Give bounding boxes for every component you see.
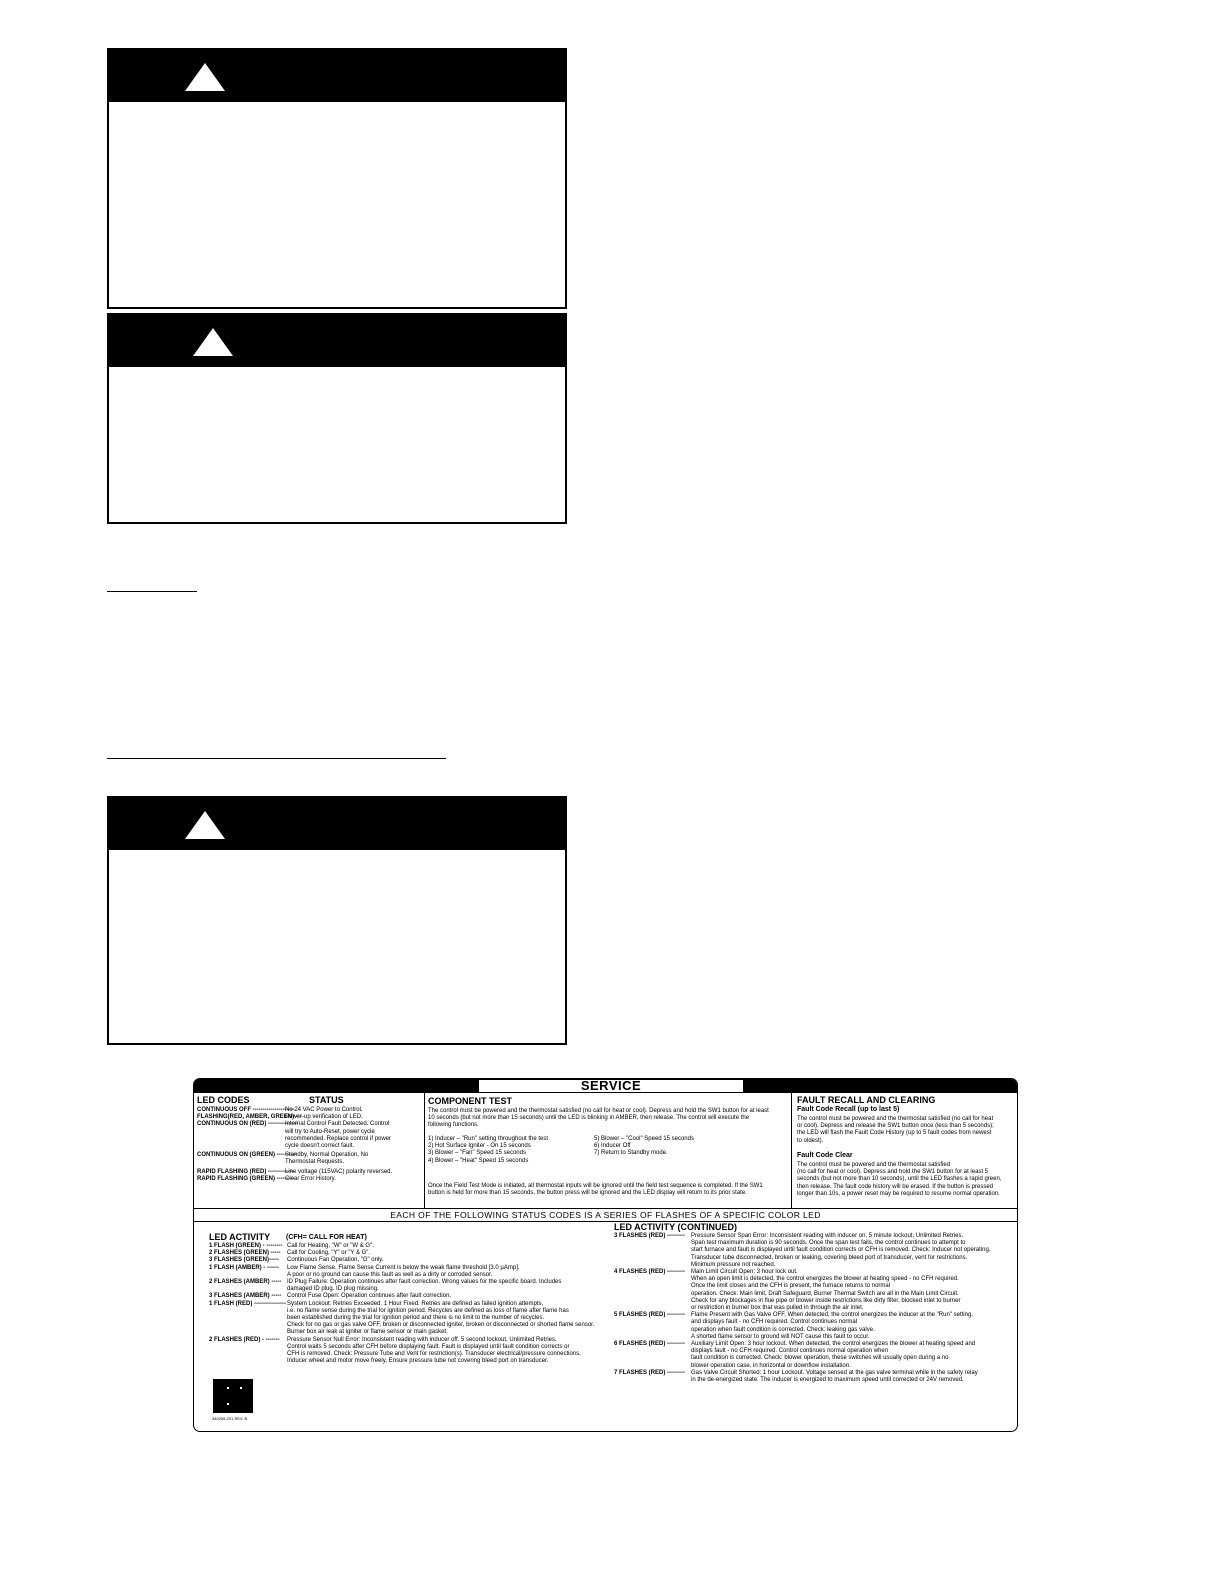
led-code-description: or restriction in burner box that was pulled in through the air inlet. [691, 1305, 864, 1311]
section-divider [194, 1221, 1017, 1222]
led-code-description: Control Fuse Open: Operation continues after fault correction. [287, 1293, 452, 1300]
led-code-description: operation when fault condition is corrected. Check: leaking gas valve. [691, 1326, 875, 1333]
led-code-label: FLASHING(RED, AMBER, GREEN) --- [197, 1114, 302, 1121]
fault-recall-heading: FAULT RECALL AND CLEARING [797, 1095, 936, 1105]
led-code-description: Span test maximum duration is 90 seconds. Once the span test fails, the control continues to attempt to [691, 1240, 966, 1247]
component-test-intro-line: 10 seconds (but not more than 15 seconds) until the LED is blinking in AMBER, then release. The control will execute the [428, 1115, 750, 1122]
fault-recall-line: the LED will flash the Fault Code History (up to 5 fault codes from newest [797, 1130, 992, 1137]
led-code-description: Call for Cooling, "Y" or "Y & G". [287, 1250, 371, 1257]
led-code-description: Control waits 5 seconds after CFH before displaying fault. Fault is displayed until fault condition corrects or [287, 1343, 570, 1350]
led-code-label: 7 FLASHES (RED) --------- [614, 1369, 685, 1376]
led-code-description: Flame Present with Gas Valve OFF, When detected, the control energizes the inducer at the "Run" setting, [691, 1312, 973, 1319]
status-heading: STATUS [309, 1095, 344, 1105]
led-code-label: CONTINUOUS ON (GREEN) ---------- [197, 1152, 297, 1159]
warning-box-2 [107, 313, 567, 524]
warning-box-3 [107, 796, 567, 1045]
warning-header [109, 315, 565, 367]
component-test-intro-line: The control must be powered and the thermostat satisfied (no call for heat or cool). Depress and hold the SW1 button for at least [428, 1108, 769, 1114]
led-code-description: will try to Auto-Reset, power cycle [285, 1128, 375, 1135]
led-code-label: 4 FLASHES (RED) --------- [614, 1269, 685, 1275]
warning-triangle-icon [193, 328, 233, 356]
led-activity-subheading: (CFH= CALL FOR HEAT) [286, 1234, 367, 1241]
component-test-step: 1) Inducer – "Run" setting throughout the test [428, 1136, 548, 1142]
led-code-description: Transducer tube disconnected, broken or leaking, covering bleed port of transducer, vent for restrictions. [691, 1254, 968, 1261]
led-code-description: in the de-energized state. The inducer is energized to maximum speed until corrected or 24V removed. [691, 1377, 964, 1383]
fault-clear-line: then release. The fault code history will be erased. If the button is pressed [797, 1183, 994, 1190]
led-code-description: displays fault - no CFH required. Control continues normal operation when [691, 1348, 889, 1355]
heading-underline-long [107, 758, 446, 759]
led-code-label: 3 FLASHES (RED) --------- [614, 1233, 685, 1239]
led-code-description: Minimum pressure not reached. [691, 1261, 776, 1268]
led-codes-heading: LED CODES [197, 1095, 250, 1105]
warning-header [109, 50, 565, 102]
warning-header [109, 798, 565, 850]
component-test-step: 2) Hot Surface Igniter - On 15 seconds [428, 1143, 531, 1150]
column-divider [424, 1093, 425, 1208]
fault-clear-line: longer than 10s, a power reset may be required to resume normal operation. [797, 1190, 1000, 1197]
led-code-description: cycle doesn't correct fault. [285, 1143, 355, 1149]
led-code-description: Once the limit closes and the CFH is present, the furnace returns to normal [691, 1283, 891, 1290]
led-code-description: A shorted flame sensor to ground will NOT cause this fault to occur. [691, 1333, 870, 1340]
led-code-label: 3 FLASHES (AMBER) ----- [209, 1293, 282, 1300]
led-code-description: Gas Valve Circuit Shorted: 1 hour Lockout. Voltage sensed at the gas valve terminal while in the safety relay [691, 1369, 978, 1376]
fault-recall-line: to oldest). [797, 1137, 824, 1144]
led-code-description: Burner box air leak at igniter or flame sensor or main gasket. [287, 1329, 448, 1336]
component-test-step: 7) Return to Standby mode. [594, 1150, 668, 1157]
led-code-description: CFH is removed. Check: Pressure Tube and Vent for restriction(s). Transducer electrical/pressure connections, [287, 1351, 581, 1357]
component-test-step: 4) Blower – "Heat" Speed 15 seconds [428, 1157, 529, 1164]
led-code-description: i.e. no flame sense during the trial for ignition period. Recycles are defined as loss of flame after flame has [287, 1307, 569, 1314]
led-code-description: Clear Error History. [285, 1175, 336, 1182]
fault-recall-line: The control must be powered and the thermostat satisfied (no call for heat [797, 1116, 994, 1122]
status-codes-banner: EACH OF THE FOLLOWING STATUS CODES IS A SERIES OF FLASHES OF A SPECIFIC COLOR LED [390, 1210, 821, 1220]
component-test-step: 5) Blower – "Cool" Speed 15 seconds [594, 1136, 694, 1142]
led-code-description: No 24 VAC Power to Control. [285, 1107, 363, 1113]
fault-clear-line: (no call for heat or cool). Depress and hold the SW1 button for at least 5 [797, 1169, 989, 1176]
led-code-description: Line voltage (115VAC) polarity reversed. [285, 1168, 393, 1175]
led-code-label: 1 FLASH (AMBER) - ------ [209, 1264, 279, 1271]
component-test-heading: COMPONENT TEST [428, 1096, 513, 1106]
led-code-description: operation. Check: Main limit, Draft Safeguard, Burner Thermal Switch are all in the Main Limit Circuit. [691, 1290, 959, 1297]
led-code-description: Power-up verification of LED. [285, 1114, 363, 1121]
led-code-label: 2 FLASHES (GREEN) ----- [209, 1250, 281, 1257]
component-test-step: 3) Blower – "Fan" Speed 15 seconds [428, 1150, 526, 1157]
qr-code [213, 1379, 253, 1413]
component-test-intro-line: following functions. [428, 1122, 479, 1129]
led-code-description: been established during the trial for ignition period and there is no limit to the number of recycles. [287, 1315, 545, 1321]
warning-box-1 [107, 48, 567, 309]
led-code-description: When an open limit is detected, the control energizes the blower at heating speed - no CFH required. [691, 1276, 959, 1283]
led-code-label: CONTINUOUS ON (RED) --------------- [197, 1121, 298, 1128]
led-activity-heading: LED ACTIVITY [209, 1232, 271, 1242]
led-code-description: start furnace and fault is displayed until fault condition corrects or CFH is removed. Check: Inducer not operating. [691, 1247, 991, 1254]
led-code-description: Check for no gas or gas valve OFF, broken or disconnected igniter, broken or disconnected or shorted flame sensor. [287, 1322, 595, 1329]
led-code-description: fault condition is corrected. Check: blower operation, these switches will usually open during a no [691, 1355, 949, 1362]
led-code-description: Low Flame Sense. Flame Sense Current is below the weak flame threshold [3.0 µAmp]. [287, 1264, 520, 1271]
warning-triangle-icon [185, 811, 225, 839]
led-code-description: recommended. Replace control if power [285, 1135, 392, 1142]
component-test-outro-line: Once the Field Test Mode is initiated, all thermostat inputs will be ignored until the field test sequence is completed. If the SW1 [428, 1183, 763, 1189]
led-code-description: blower operation case, in horizontal or downflow installation. [691, 1362, 851, 1369]
led-code-label: RAPID FLASHING (GREEN) --------- [197, 1175, 295, 1182]
service-label [193, 1078, 1018, 1432]
led-code-description: ID Plug Failure: Operation continues after fault correction. Wrong values for the specific board. Includes [287, 1279, 562, 1285]
led-code-label: 2 FLASHES (RED) - ------- [209, 1336, 280, 1343]
led-code-description: Thermostat Requests. [285, 1159, 345, 1166]
led-code-description: Standby, Normal Operation, No [285, 1152, 369, 1159]
led-code-label: 6 FLASHES (RED) --------- [614, 1341, 685, 1347]
led-code-description: System Lockout: Retries Exceeded. 1 Hour Fixed. Retries are defined as failed ignition attempts, [287, 1300, 544, 1307]
component-test-step: 6) Inducer Off [594, 1143, 631, 1150]
led-code-label: 1 FLASH (RED) ---------------- [209, 1300, 286, 1307]
led-code-description: Inducer wheel and motor move freely, Ensure pressure tube not covering bleed port on transducer. [287, 1358, 549, 1365]
led-code-label: 5 FLASHES (RED) --------- [614, 1312, 685, 1319]
led-code-description: and displays fault - no CFH required. Control continues normal [691, 1319, 858, 1326]
led-code-label: RAPID FLASHING (RED) ------------- [197, 1168, 294, 1175]
fault-recall-subheading: Fault Code Recall (up to last 5) [797, 1106, 900, 1113]
led-code-label: 3 FLASHES (GREEN)----- [209, 1257, 279, 1264]
led-code-description: Internal Control Fault Detected. Control [285, 1121, 390, 1128]
led-activity-continued-heading: LED ACTIVITY (CONTINUED) [614, 1222, 737, 1232]
part-number: 340265-201 REV. B [212, 1416, 248, 1421]
heading-underline-short [107, 591, 197, 592]
fault-clear-line: seconds (but not more than 10 seconds), until the LED flashes a rapid green, [797, 1176, 1002, 1183]
led-code-description: Main Limit Circuit Open: 3 hour lock out. [691, 1269, 798, 1275]
fault-clear-subheading: Fault Code Clear [797, 1152, 853, 1159]
led-code-description: Call for Heating, "W" or "W & G". [287, 1243, 374, 1249]
led-code-description: Auxiliary Limit Open: 3 hour lockout. When detected, the control energizes the blower at heating speed and [691, 1341, 976, 1347]
led-code-label: 1 FLASH (GREEN) - -------- [209, 1243, 283, 1249]
service-title: SERVICE [479, 1080, 743, 1092]
led-code-description: damaged ID plug. ID plug missing. [287, 1286, 379, 1293]
led-code-label: 2 FLASHES (AMBER) ----- [209, 1279, 282, 1285]
warning-triangle-icon [185, 63, 225, 91]
led-code-description: Continuous Fan Operation, "G" only. [287, 1257, 384, 1264]
fault-recall-line: or cool). Depress and release the SW1 button once (less than 5 seconds); [797, 1123, 994, 1130]
led-code-description: Check for any blockages in flue pipe or blower inside restrictions like dirty filter, blocked inlet to burner [691, 1297, 961, 1304]
column-divider [791, 1093, 792, 1208]
led-code-description: Pressure Sensor Span Error: Inconsistent reading with inducer on, 5 minute lockout, Unlimited Retries. [691, 1233, 964, 1239]
fault-clear-line: The control must be powered and the thermostat satisfied [797, 1162, 951, 1168]
led-code-label: CONTINUOUS OFF --------------------- [197, 1107, 295, 1113]
led-code-description: A poor or no ground can cause this fault as well as a dirty or corroded sensor. [287, 1271, 493, 1278]
component-test-outro-line: button is held for more than 15 seconds, the button press will be ignored and the LED display will return to its prior state. [428, 1190, 747, 1197]
section-divider [194, 1208, 1017, 1209]
led-code-description: Pressure Sensor Null Error: Inconsistent reading with inducer off. 5 second lockout, Unlimited Retries. [287, 1336, 557, 1343]
